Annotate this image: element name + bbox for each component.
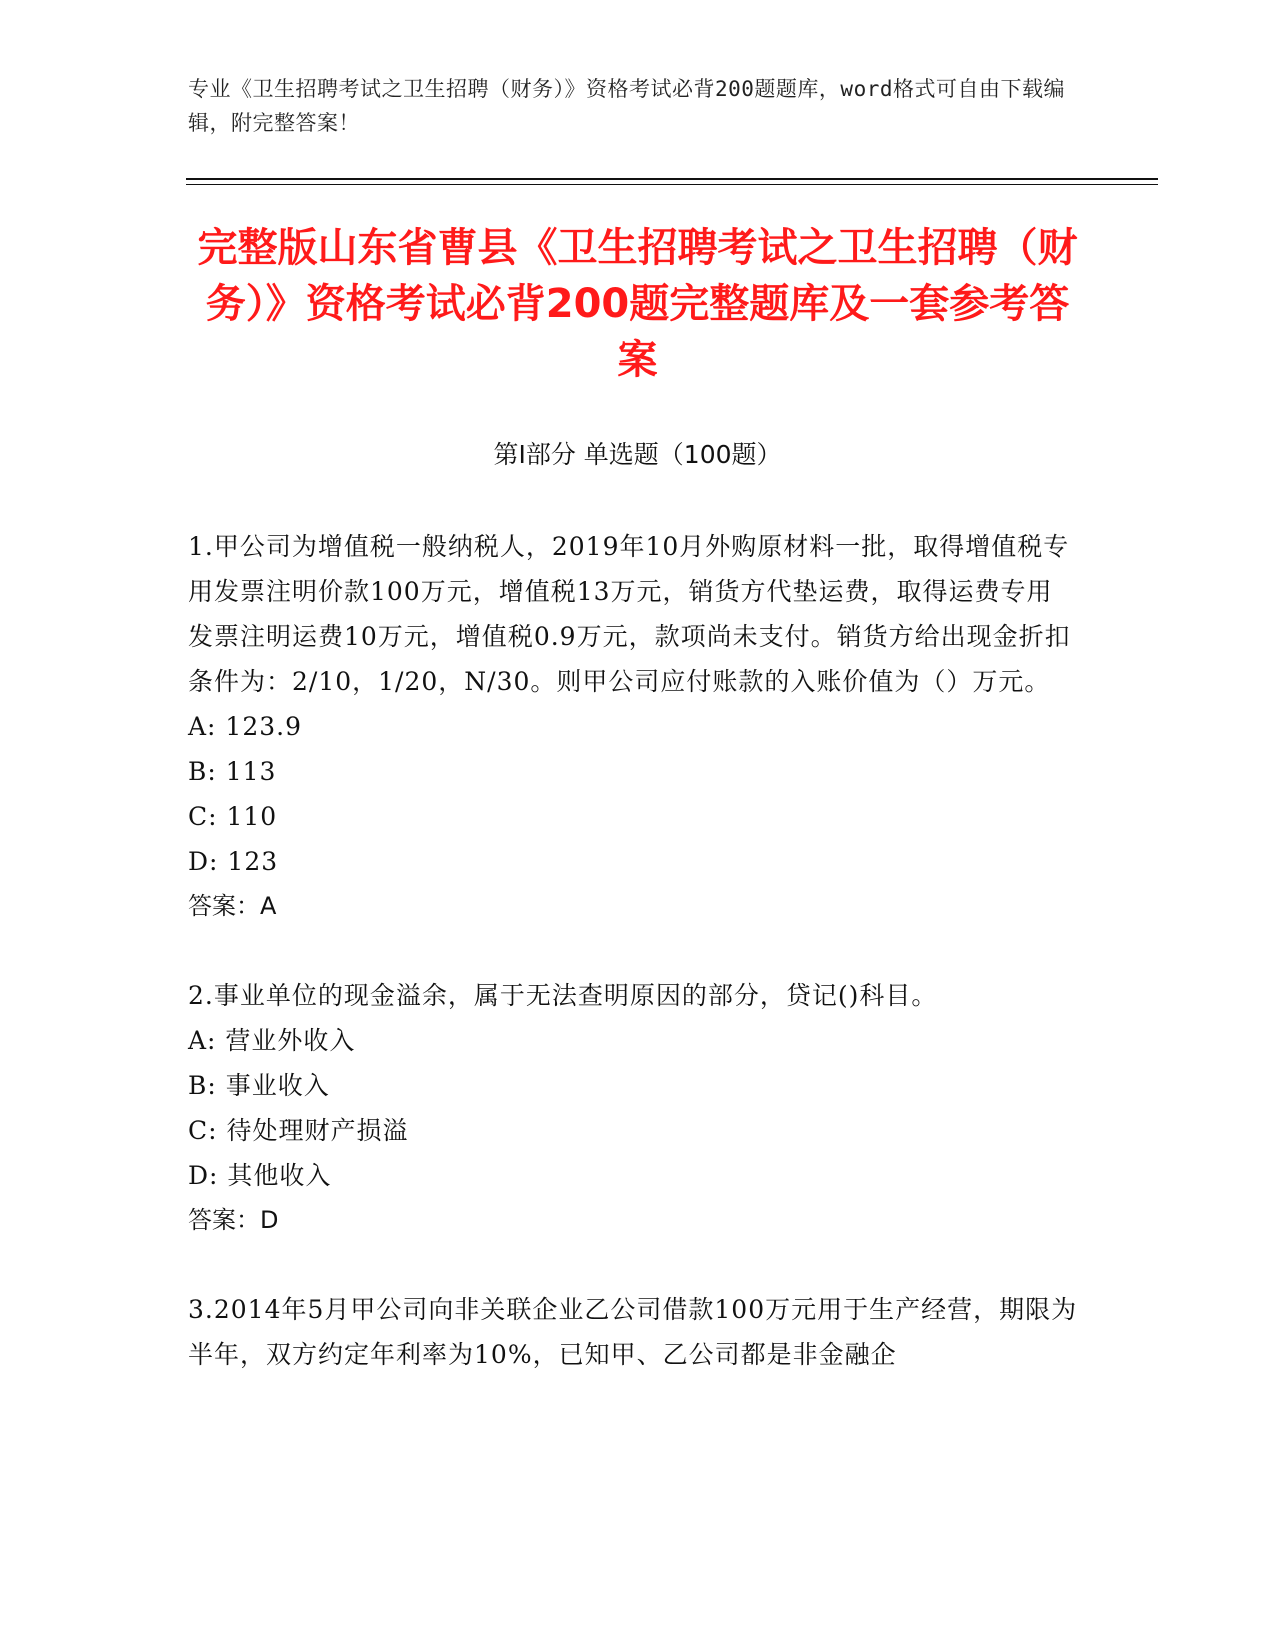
option-d: D: 其他收入 [188,1161,332,1190]
question-2 [188,973,1078,1243]
question-list [188,524,1078,1421]
question-3 [188,1287,1078,1377]
document-title: 完整版山东省曹县《卫生招聘考试之卫生招聘（财务）》资格考试必背200题完整题库及一套参考答案 [197,225,1078,383]
option-c: C: 110 [188,802,278,831]
option-a: A: 123.9 [188,712,302,741]
header-note: 专业《卫生招聘考试之卫生招聘（财务）》资格考试必背200题题库，word格式可自由下载编辑，附完整答案！ [188,77,1065,135]
question-1 [188,524,1078,929]
header-divider-thin [186,184,1158,185]
answer: 答案：A [188,892,277,920]
option-b: B: 事业收入 [188,1071,330,1100]
option-c: C: 待处理财产损溢 [188,1116,409,1145]
answer: 答案：D [188,1206,279,1234]
option-b: B: 113 [188,757,277,786]
option-a: A: 营业外收入 [188,1026,356,1055]
question-stem: 2.事业单位的现金溢余，属于无法查明原因的部分，贷记()科目。 [188,981,938,1010]
question-stem: 1.甲公司为增值税一般纳税人，2019年10月外购原材料一批，取得增值税专用发票注明价款100万元，增值税13万元，销货方代垫运费，取得运费专用发票注明运费10万元，增值税0.9万元，款项尚未支付。销货方给出现金折扣条件为：2/10，1/20，N/30。则甲公司应付账款的入账价值为（）万元。 [188,532,1071,696]
header-divider [186,178,1158,180]
section-title: 第I部分 单选题（100题） [493,440,782,469]
option-d: D: 123 [188,847,279,876]
question-stem: 3.2014年5月甲公司向非关联企业乙公司借款100万元用于生产经营，期限为半年，双方约定年利率为10%，已知甲、乙公司都是非金融企 [188,1295,1078,1369]
